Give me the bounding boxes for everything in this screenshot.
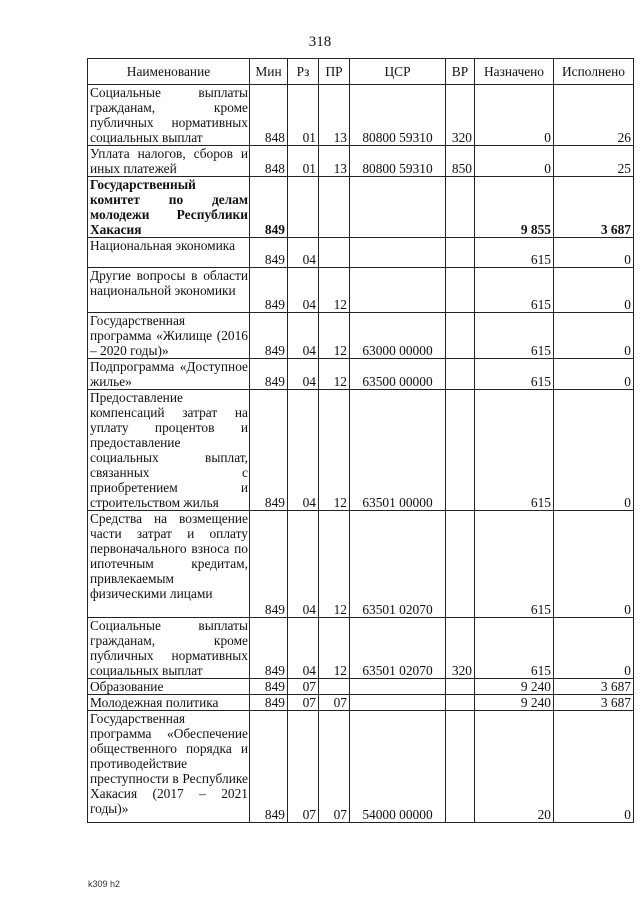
min-cell: 849 xyxy=(250,268,288,313)
rz-cell: 04 xyxy=(288,618,319,679)
name-cell: Социальные выплаты гражданам, кроме публичных нормативных социальных выплат xyxy=(88,85,250,146)
executed-cell: 0 xyxy=(554,390,634,511)
assigned-cell: 615 xyxy=(475,390,554,511)
pr-cell: 12 xyxy=(319,268,350,313)
csr-cell xyxy=(350,679,446,695)
table-row xyxy=(88,711,634,823)
assigned-cell: 615 xyxy=(475,268,554,313)
csr-cell: 80800 59310 xyxy=(350,85,446,146)
assigned-cell: 615 xyxy=(475,618,554,679)
rz-cell: 04 xyxy=(288,313,319,359)
name-cell: Предоставление компенсаций затрат на уплату процентов и предоставление социальных выплат, связанных с приобретением и строительством жилья xyxy=(88,390,250,511)
name-cell: Подпрограмма «Доступное жилье» xyxy=(88,359,250,390)
table-row xyxy=(88,177,634,238)
vr-cell xyxy=(446,313,475,359)
pr-cell: 12 xyxy=(319,390,350,511)
rz-cell: 07 xyxy=(288,679,319,695)
vr-cell xyxy=(446,695,475,711)
min-cell: 848 xyxy=(250,146,288,177)
table-row xyxy=(88,146,634,177)
name-cell: Государственная программа «Обеспечение общественного порядка и противодействие преступности в Республике Хакасия (2017 – 2021 годы)» xyxy=(88,711,250,823)
table-row xyxy=(88,511,634,618)
rz-cell xyxy=(288,177,319,238)
rz-cell: 04 xyxy=(288,238,319,268)
assigned-cell: 0 xyxy=(475,85,554,146)
vr-cell xyxy=(446,268,475,313)
rz-cell: 07 xyxy=(288,695,319,711)
vr-cell: 320 xyxy=(446,618,475,679)
assigned-cell: 615 xyxy=(475,238,554,268)
csr-cell: 63500 00000 xyxy=(350,359,446,390)
footer-code: k309 h2 xyxy=(88,879,121,889)
table-row xyxy=(88,268,634,313)
min-cell: 849 xyxy=(250,390,288,511)
name-cell: Молодежная политика xyxy=(88,695,250,711)
table-row xyxy=(88,679,634,695)
name-cell: Уплата налогов, сборов и иных платежей xyxy=(88,146,250,177)
page-number: 318 xyxy=(308,34,332,50)
min-cell: 849 xyxy=(250,679,288,695)
executed-cell: 26 xyxy=(554,85,634,146)
header-assigned: Назначено xyxy=(475,59,554,85)
pr-cell: 13 xyxy=(319,146,350,177)
table-row xyxy=(88,313,634,359)
table-row xyxy=(88,85,634,146)
assigned-cell: 9 240 xyxy=(475,695,554,711)
rz-cell: 07 xyxy=(288,711,319,823)
assigned-cell: 0 xyxy=(475,146,554,177)
rz-cell: 04 xyxy=(288,268,319,313)
name-cell: Образование xyxy=(88,679,250,695)
min-cell: 849 xyxy=(250,511,288,618)
name-cell: Социальные выплаты гражданам, кроме публичных нормативных социальных выплат xyxy=(88,618,250,679)
name-cell: Государственный комитет по делам молодежи Республики Хакасия xyxy=(88,177,250,238)
pr-cell: 12 xyxy=(319,359,350,390)
executed-cell: 0 xyxy=(554,238,634,268)
min-cell: 849 xyxy=(250,177,288,238)
csr-cell xyxy=(350,177,446,238)
name-cell: Государственная программа «Жилище (2016 – 2020 годы)» xyxy=(88,313,250,359)
csr-cell: 63501 02070 xyxy=(350,511,446,618)
executed-cell: 0 xyxy=(554,711,634,823)
pr-cell: 07 xyxy=(319,695,350,711)
executed-cell: 0 xyxy=(554,268,634,313)
min-cell: 849 xyxy=(250,695,288,711)
table-body xyxy=(88,85,634,823)
executed-cell: 0 xyxy=(554,313,634,359)
vr-cell: 850 xyxy=(446,146,475,177)
vr-cell xyxy=(446,711,475,823)
table-row xyxy=(88,695,634,711)
vr-cell xyxy=(446,359,475,390)
vr-cell xyxy=(446,679,475,695)
executed-cell: 3 687 xyxy=(554,679,634,695)
table-row xyxy=(88,390,634,511)
rz-cell: 04 xyxy=(288,511,319,618)
csr-cell: 63501 00000 xyxy=(350,390,446,511)
header-rz: Рз xyxy=(288,59,319,85)
vr-cell: 320 xyxy=(446,85,475,146)
assigned-cell: 615 xyxy=(475,511,554,618)
name-cell: Средства на возмещение части затрат и оплату первоначального взноса по ипотечным кредитам, привлекаемым физическими лицами xyxy=(88,511,250,618)
header-executed: Исполнено xyxy=(554,59,634,85)
pr-cell: 12 xyxy=(319,511,350,618)
header-name: Наименование xyxy=(88,59,250,85)
executed-cell: 3 687 xyxy=(554,695,634,711)
csr-cell xyxy=(350,695,446,711)
header-pr: ПР xyxy=(319,59,350,85)
executed-cell: 25 xyxy=(554,146,634,177)
csr-cell xyxy=(350,268,446,313)
csr-cell: 63000 00000 xyxy=(350,313,446,359)
csr-cell: 80800 59310 xyxy=(350,146,446,177)
header-vr: ВР xyxy=(446,59,475,85)
csr-cell: 63501 02070 xyxy=(350,618,446,679)
executed-cell: 0 xyxy=(554,511,634,618)
csr-cell: 54000 00000 xyxy=(350,711,446,823)
min-cell: 849 xyxy=(250,711,288,823)
assigned-cell: 615 xyxy=(475,313,554,359)
pr-cell: 12 xyxy=(319,618,350,679)
executed-cell: 0 xyxy=(554,359,634,390)
executed-cell: 3 687 xyxy=(554,177,634,238)
pr-cell: 12 xyxy=(319,313,350,359)
rz-cell: 04 xyxy=(288,390,319,511)
name-cell: Национальная экономика xyxy=(88,238,250,268)
vr-cell xyxy=(446,177,475,238)
pr-cell xyxy=(319,238,350,268)
table-row xyxy=(88,238,634,268)
header-csr: ЦСР xyxy=(350,59,446,85)
table-row xyxy=(88,618,634,679)
pr-cell xyxy=(319,679,350,695)
min-cell: 848 xyxy=(250,85,288,146)
header-row xyxy=(88,59,634,85)
vr-cell xyxy=(446,390,475,511)
min-cell: 849 xyxy=(250,359,288,390)
assigned-cell: 9 240 xyxy=(475,679,554,695)
assigned-cell: 615 xyxy=(475,359,554,390)
table-row xyxy=(88,359,634,390)
assigned-cell: 20 xyxy=(475,711,554,823)
min-cell: 849 xyxy=(250,618,288,679)
vr-cell xyxy=(446,511,475,618)
rz-cell: 01 xyxy=(288,85,319,146)
name-cell: Другие вопросы в области национальной экономики xyxy=(88,268,250,313)
header-min: Мин xyxy=(250,59,288,85)
csr-cell xyxy=(350,238,446,268)
min-cell: 849 xyxy=(250,238,288,268)
pr-cell: 07 xyxy=(319,711,350,823)
min-cell: 849 xyxy=(250,313,288,359)
rz-cell: 01 xyxy=(288,146,319,177)
executed-cell: 0 xyxy=(554,618,634,679)
vr-cell xyxy=(446,238,475,268)
budget-table xyxy=(87,58,634,823)
assigned-cell: 9 855 xyxy=(475,177,554,238)
pr-cell xyxy=(319,177,350,238)
pr-cell: 13 xyxy=(319,85,350,146)
rz-cell: 04 xyxy=(288,359,319,390)
